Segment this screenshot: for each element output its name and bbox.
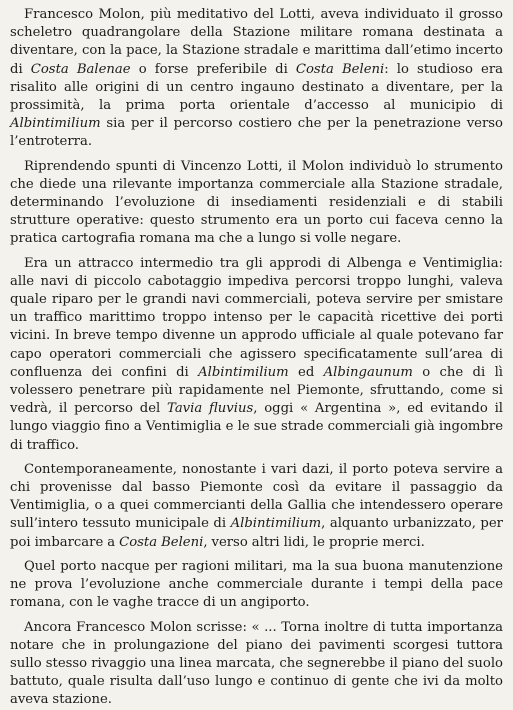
- text-run: Era un attracco intermedio tra gli approdi di Albenga e Ventimiglia: alle navi di piccolo cabotaggio impediva percorsi troppo lunghi, valeva quale riparo per le grandi navi commerciali, poteva servire per smistare un traffico marittimo troppo intenso per le capacità ricettive dei porti vicini. In breve tempo divenne un approdo ufficiale al quale potevano far capo operatori commerciali che agissero specificatamente sull’area di confluenza dei confini di: [10, 255, 503, 380]
- italic-term: Albintimilium: [10, 116, 101, 132]
- paragraph-6: [10, 619, 503, 710]
- paragraph-5: [10, 558, 503, 613]
- paragraph-1: [10, 6, 503, 152]
- text-run: sia per il percorso costiero che per la penetrazione verso l’entroterra.: [10, 116, 503, 150]
- text-run: , oggi « Argentina », ed evitando il lungo viaggio fino a Ventimiglia e le sue strade commerciali già ingombre di traffico.: [10, 401, 504, 453]
- italic-term: Albintimilium: [198, 364, 289, 380]
- italic-term: Costa Beleni: [295, 61, 385, 77]
- italic-term: Albingaunum: [323, 364, 413, 380]
- text-run: ed: [288, 364, 324, 380]
- text-run: o che di lì volessero penetrare più rapidamente nel Piemonte, sfruttando, come si vedrà, il percorso del: [10, 364, 503, 417]
- paragraph-2: [10, 158, 503, 249]
- italic-term: Albintimilium: [230, 516, 322, 532]
- italic-term: Tavia fluvius: [167, 401, 254, 417]
- text-run: , verso altri lidi, le proprie merci.: [203, 534, 425, 550]
- italic-term: Costa Balenae: [30, 61, 131, 77]
- italic-term: Costa Beleni: [119, 534, 204, 550]
- text-run: : lo studioso era risalito alle origini di un centro ingauno destinato a diventare, per la prossimità, la prima porta orientale d’accesso al municipio di: [10, 61, 503, 114]
- text-run: Quel porto nacque per ragioni militari, ma la sua buona manutenzione ne prova l’evoluzione anche commerciale durante i tempi della pace romana, con le vaghe tracce di un angiporto.: [10, 558, 503, 611]
- paragraph-3: [10, 255, 503, 455]
- text-run: Riprendendo spunti di Vincenzo Lotti, il Molon individuò lo strumento che diede una rilevante importanza commerciale alla Stazione stradale, determinando l’evoluzione di insediamenti residenziali e di stabili strutture operative: questo strumento era un porto cui faceva cenno la pratica cartografia romana ma che a lungo si volle negare.: [10, 158, 503, 247]
- text-run: Francesco Molon, più meditativo del Lotti, aveva individuato il grosso scheletro quadrangolare della Stazione militare romana destinata a diventare, con la pace, la Stazione stradale e marittima dall’etimo incerto di: [10, 7, 503, 77]
- text-run: , alquanto urbanizzato, per poi imbarcare a: [10, 516, 503, 550]
- text-run: Ancora Francesco Molon scrisse: « ... Torna inoltre di tutta importanza notare che in prolungazione del piano dei pavimenti scorgesi tuttora sullo stesso rivaggio una linea marcata, che segnerebbe il piano del suolo battuto, quale risulta dall’uso lungo e continuo di gente che ivi da molto aveva stazione.: [10, 619, 503, 708]
- text-run: Contemporaneamente, nonostante i vari dazi, il porto poteva servire a chi provenisse dal basso Piemonte così da evitare il passaggio da Ventimiglia, o a quei commercianti della Gallia che intendessero operare sull’intero tessuto municipale di: [10, 461, 503, 532]
- paragraph-4: [10, 461, 503, 552]
- text-run: o forse preferibile di: [130, 61, 296, 77]
